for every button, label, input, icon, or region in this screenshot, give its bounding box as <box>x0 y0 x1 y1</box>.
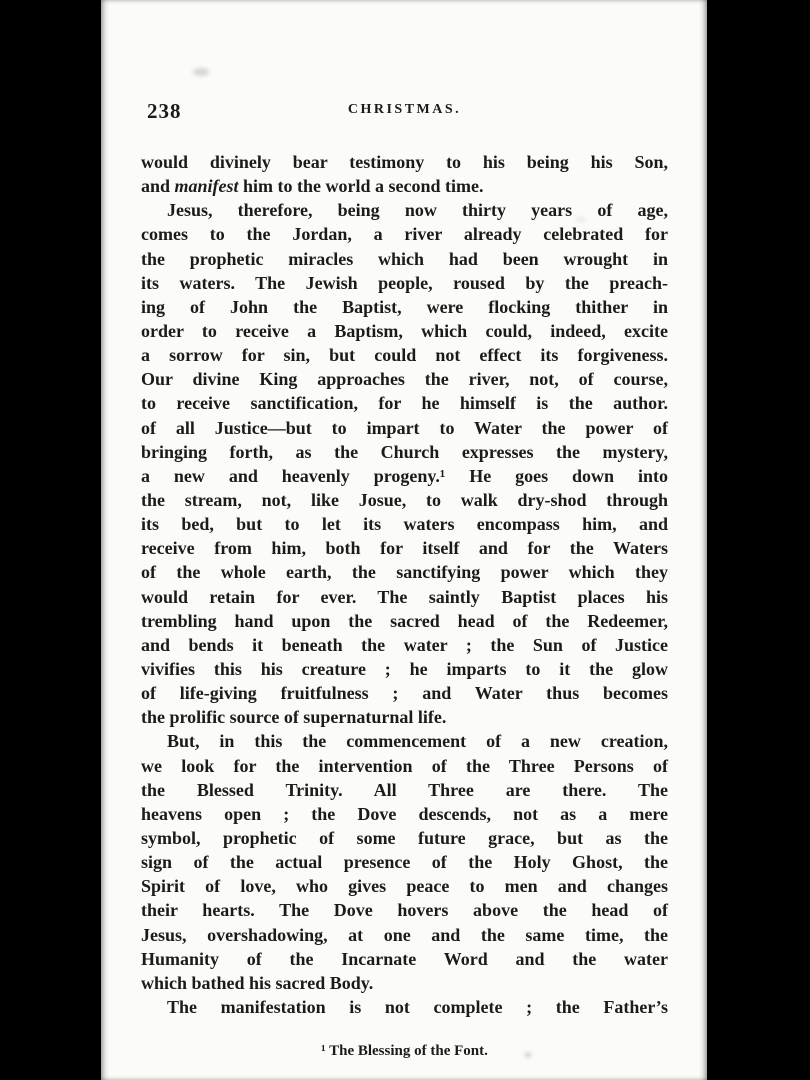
body-line: a new and heavenly progeny.¹ He goes down into <box>141 465 668 486</box>
running-header: CHRISTMAS. <box>347 102 462 117</box>
body-line: the Blessed Trinity. All Three are there. The <box>141 779 668 800</box>
body-line: heavens open ; the Dove descends, not as a mere <box>141 803 668 824</box>
body-line: to receive sanctification, for he himself is the author. <box>141 393 668 414</box>
body-line: and bends it beneath the water ; the Sun of Justice <box>141 634 668 655</box>
body-line: of the whole earth, the sanctifying power which they <box>141 562 668 583</box>
body-line: Our divine King approaches the river, not, of course, <box>141 369 668 390</box>
body-line: Humanity of the Incarnate Word and the water <box>141 948 668 969</box>
body-line: trembling hand upon the sacred head of the Redeemer, <box>141 610 668 631</box>
body-line: Jesus, therefore, being now thirty years of age, <box>167 200 668 221</box>
body-line: comes to the Jordan, a river already celebrated for <box>141 224 668 245</box>
body-line: the prophetic miracles which had been wrought in <box>141 248 668 269</box>
body-line: and manifest him to the world a second time. <box>141 176 484 197</box>
body-text <box>141 150 668 1019</box>
body-line: Jesus, overshadowing, at one and the same time, the <box>141 924 668 945</box>
body-line: its waters. The Jewish people, roused by the preach- <box>141 272 668 293</box>
body-line: But, in this the commencement of a new creation, <box>167 731 668 752</box>
body-line: sign of the actual presence of the Holy Ghost, the <box>141 852 668 873</box>
body-line: bringing forth, as the Church expresses the mystery, <box>141 441 668 462</box>
body-line: Spirit of love, who gives peace to men and changes <box>141 876 668 897</box>
footnote: ¹ The Blessing of the Font. <box>321 1043 488 1059</box>
body-line: ing of John the Baptist, were flocking thither in <box>141 296 668 317</box>
body-line: would retain for ever. The saintly Baptist places his <box>141 586 668 607</box>
left-black-border <box>0 0 101 1080</box>
body-line: vivifies this his creature ; he imparts to it the glow <box>141 658 668 679</box>
scan-smudge <box>193 68 209 76</box>
body-line: receive from him, both for itself and for the Waters <box>141 538 668 559</box>
body-line: their hearts. The Dove hovers above the head of <box>141 900 668 921</box>
body-line: the prolific source of supernaturnal life. <box>141 707 447 728</box>
right-black-border <box>707 0 810 1080</box>
body-line: we look for the intervention of the Three Persons of <box>141 755 668 776</box>
body-line: the stream, not, like Josue, to walk dry-shod through <box>141 489 668 510</box>
page-number: 238 <box>147 99 182 123</box>
body-line: order to receive a Baptism, which could, indeed, excite <box>141 320 668 341</box>
body-line: of life-giving fruitfulness ; and Water thus becomes <box>141 683 668 704</box>
body-line: symbol, prophetic of some future grace, but as the <box>141 827 668 848</box>
body-line: which bathed his sacred Body. <box>141 972 374 993</box>
body-line: of all Justice—but to impart to Water the power of <box>141 417 668 438</box>
body-line: would divinely bear testimony to his being his Son, <box>141 152 668 172</box>
body-line: The manifestation is not complete ; the Father’s <box>167 996 668 1017</box>
book-page <box>101 0 707 1080</box>
body-line: a sorrow for sin, but could not effect its forgiveness. <box>141 345 668 366</box>
body-line: its bed, but to let its waters encompass him, and <box>141 514 668 535</box>
